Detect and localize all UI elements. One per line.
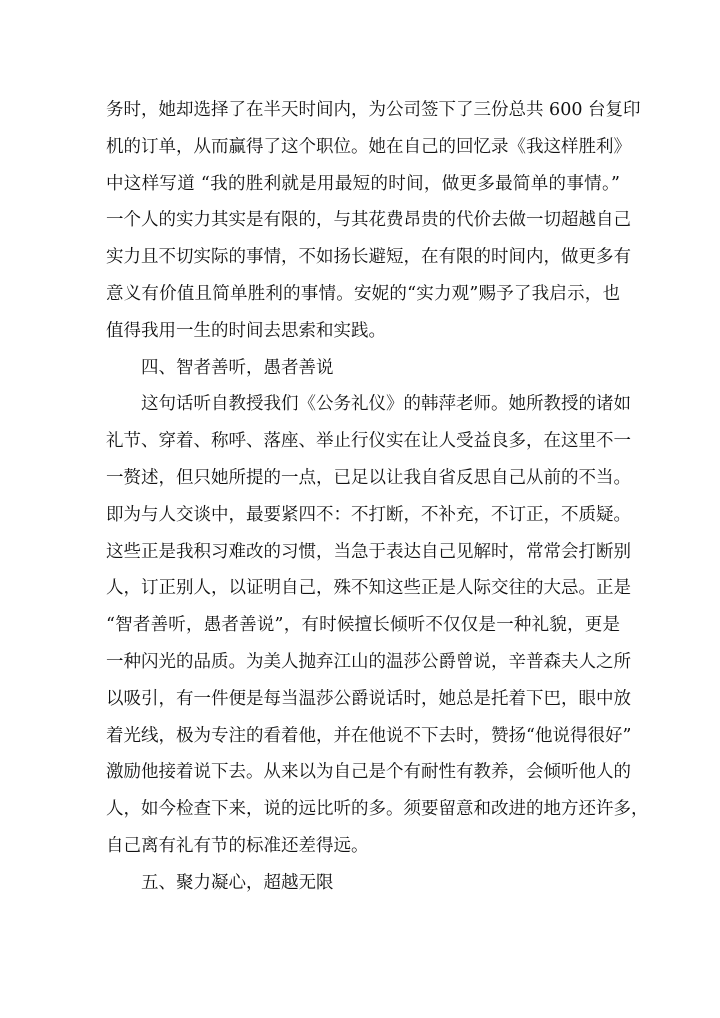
document-body — [106, 92, 649, 902]
paragraph-line: 人，如今检查下来，说的远比听的多。须要留意和改进的地方还许多， — [106, 799, 649, 820]
paragraph-line: 激励他接着说下去。从来以为自己是个有耐性有教养，会倾听他人的 — [106, 762, 631, 783]
paragraph-line: 一种闪光的品质。为美人抛弃江山的温莎公爵曾说，辛普森夫人之所 — [106, 651, 631, 672]
paragraph-line: 即为与人交谈中，最要紧四不：不打断，不补充，不订正，不质疑。 — [106, 504, 631, 525]
paragraph-line: 实力且不切实际的事情，不如扬长避短，在有限的时间内，做更多有 — [106, 247, 631, 268]
paragraph-line: 这些正是我积习难改的习惯，当急于表达自己见解时，常常会打断别 — [106, 541, 631, 562]
paragraph-line: 务时，她却选择了在半天时间内，为公司签下了三份总共 600 台复印 — [106, 100, 641, 120]
paragraph-line: 着光线，极为专注的看着他，并在他说不下去时，赞扬“他说得很好” — [106, 725, 632, 746]
paragraph-line: 自己离有礼有节的标准还差得远。 — [106, 835, 369, 856]
paragraph-line: 以吸引，有一件便是每当温莎公爵说话时，她总是托着下巴，眼中放 — [106, 688, 631, 709]
paragraph-line: 中这样写道 “我的胜利就是用最短的时间，做更多最简单的事情。” — [106, 173, 620, 194]
paragraph-line: 意义有价值且简单胜利的事情。安妮的“实力观”赐予了我启示，也 — [106, 283, 620, 304]
paragraph-line: 机的订单，从而赢得了这个职位。她在自己的回忆录《我这样胜利》 — [106, 136, 631, 157]
section-heading-4: 四、智者善听，愚者善说 — [141, 357, 334, 378]
paragraph-line: 一赘述，但只她所提的一点，已足以让我自省反思自己从前的不当。 — [106, 467, 631, 488]
paragraph-line: 人，订正别人，以证明自己，殊不知这些正是人际交往的大忌。正是 — [106, 578, 631, 599]
section-heading-5: 五、聚力凝心，超越无限 — [141, 872, 334, 893]
paragraph-line: 这句话听自教授我们《公务礼仪》的韩萍老师。她所教授的诸如 — [141, 394, 631, 415]
paragraph-line: 值得我用一生的时间去思索和实践。 — [106, 320, 386, 341]
paragraph-line: 一个人的实力其实是有限的，与其花费昂贵的代价去做一切超越自己 — [106, 210, 631, 231]
paragraph-line: 礼节、穿着、称呼、落座、举止行仪实在让人受益良多，在这里不一 — [106, 431, 631, 452]
paragraph-line: “智者善听，愚者善说”，有时候擅长倾听不仅仅是一种礼貌，更是 — [106, 615, 620, 636]
